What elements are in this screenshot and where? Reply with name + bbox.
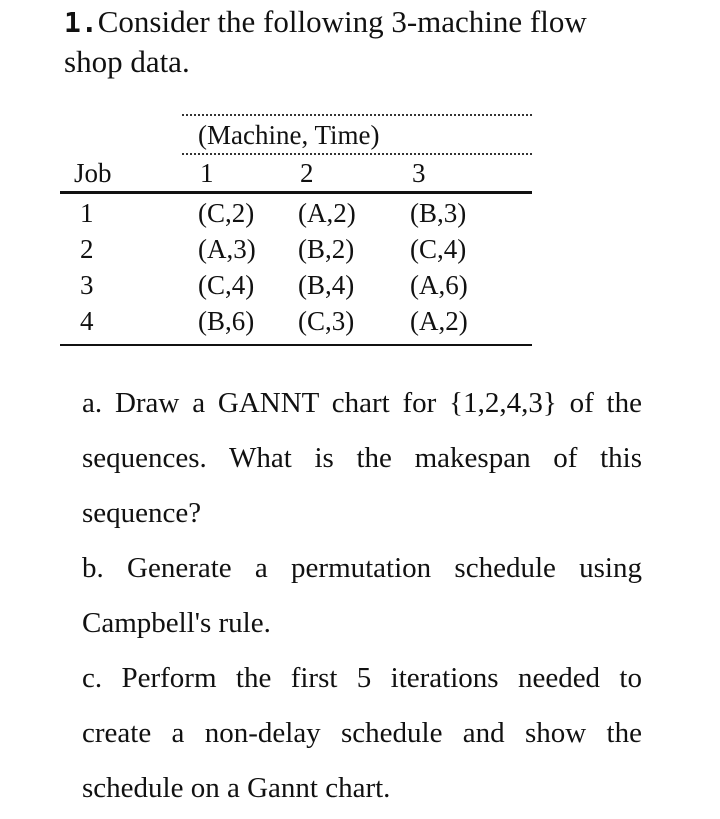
table-row-3-op-3: (A,6): [410, 270, 468, 300]
table-row-4-job: 4: [80, 306, 94, 336]
machine-header-2: 2: [300, 158, 314, 188]
table-row-4-op-3: (A,2): [410, 306, 468, 336]
table-row-3-op-1: (C,4): [198, 270, 255, 300]
table-row-2-op-3: (C,4): [410, 234, 467, 264]
part-b-line-2: Campbell's rule.: [82, 607, 271, 639]
part-c-line-1: c. Perform the first 5 iterations needed to: [82, 662, 642, 694]
part-a-line-3: sequence?: [82, 497, 202, 529]
table-row-3-job: 3: [80, 270, 94, 300]
table-row-1-op-3: (B,3): [410, 198, 467, 228]
table-row-4-op-1: (B,6): [198, 306, 255, 336]
part-a-line-2: sequences. What is the makespan of this: [82, 442, 642, 474]
part-a-line-1: a. Draw a GANNT chart for {1,2,4,3} of the: [82, 387, 642, 419]
table-header-rule: [60, 191, 532, 194]
job-column-header: Job: [74, 158, 112, 188]
table-dotted-rule-top: [182, 114, 532, 116]
table-row-2-op-2: (B,2): [298, 234, 355, 264]
question-number: 1.: [64, 6, 98, 39]
table-row-1-op-1: (C,2): [198, 198, 255, 228]
table-bottom-rule: [60, 344, 532, 346]
question-text-line-1: Consider the following 3-machine flow: [97, 4, 587, 39]
machine-header-3: 3: [412, 158, 426, 188]
table-row-2-job: 2: [80, 234, 94, 264]
question-line-1: [64, 4, 587, 41]
part-c-line-3: schedule on a Gannt chart.: [82, 772, 391, 804]
machine-header-1: 1: [200, 158, 214, 188]
table-dotted-rule-middle: [182, 153, 532, 155]
table-row-4-op-2: (C,3): [298, 306, 355, 336]
part-c-line-2: create a non-delay schedule and show the: [82, 717, 642, 749]
table-row-1-op-2: (A,2): [298, 198, 356, 228]
table-row-3-op-2: (B,4): [298, 270, 355, 300]
flow-shop-table: [60, 108, 535, 348]
question-line-2: shop data.: [64, 44, 190, 79]
part-b-line-1: b. Generate a permutation schedule using: [82, 552, 642, 584]
table-row-1-job: 1: [80, 198, 94, 228]
table-row-2-op-1: (A,3): [198, 234, 256, 264]
table-group-header: (Machine, Time): [198, 120, 380, 150]
